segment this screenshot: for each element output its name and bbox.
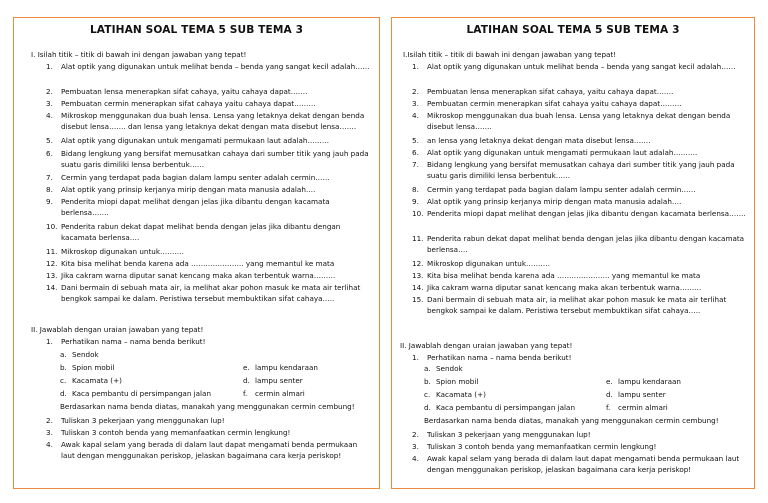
question-note: Berdasarkan nama benda diatas, manakah yang menggunakan cermin cembung!: [60, 402, 355, 411]
option-letter: d.: [243, 376, 250, 385]
item-text: an lensa yang letaknya dekat dengan mata disebut lensa…….: [427, 136, 651, 145]
item-number: 12.: [46, 259, 58, 268]
option-text: Kaca pembantu di persimpangan jalan: [72, 389, 212, 398]
item-number: 5.: [412, 136, 419, 145]
option-item: [243, 363, 318, 372]
option-text: lampu kendaraan: [255, 363, 318, 372]
option-letter: a.: [60, 350, 67, 359]
item-text: Penderita rabun dekat dapat melihat benda dengan jelas jika dibantu dengan kacamata berlensa….: [61, 222, 341, 243]
option-item: [60, 350, 99, 359]
item-number: 5.: [46, 136, 53, 145]
item-text: Alat optik yang digunakan untuk mengamati permukaan laut adalah……….: [427, 148, 698, 157]
item-number: 9.: [412, 197, 419, 206]
option-item: [424, 403, 575, 412]
item-number: 9.: [46, 197, 53, 206]
option-letter: c.: [60, 376, 67, 385]
option-letter: b.: [424, 377, 431, 386]
section-1-heading: I. Isilah titik – titik di bawah ini dengan jawaban yang tepat!: [31, 50, 247, 59]
option-letter: b.: [60, 363, 67, 372]
option-text: lampu senter: [618, 390, 666, 399]
item-number: 13.: [46, 271, 58, 280]
page-title: LATIHAN SOAL TEMA 5 SUB TEMA 3: [89, 24, 304, 36]
option-item: [424, 377, 478, 386]
option-item: [606, 403, 668, 412]
option-text: Spion mobil: [72, 363, 115, 372]
item-text: Cermin yang terdapat pada bagian dalam lampu senter adalah cermin……: [61, 173, 330, 182]
option-letter: c.: [424, 390, 431, 399]
option-text: Kacamata (+): [72, 376, 122, 385]
item-number: 8.: [412, 185, 419, 194]
option-text: cermin almari: [255, 389, 305, 398]
item-text: Penderita miopi dapat melihat dengan jelas jika dibantu dengan kacamata berlensa…….: [61, 197, 330, 218]
item-number: 15.: [412, 295, 424, 304]
item-text: Mikroskop digunakan untuk……….: [61, 247, 184, 256]
option-item: [606, 390, 666, 399]
item-text: Tuliskan 3 contoh benda yang memanfaatkan cermin lengkung!: [61, 428, 291, 437]
option-letter: d.: [606, 390, 613, 399]
item-text: Alat optik yang digunakan untuk melihat benda – benda yang sangat kecil adalah……: [61, 62, 370, 71]
option-item: [424, 390, 486, 399]
option-text: lampu senter: [255, 376, 303, 385]
worksheet-right: [391, 17, 755, 489]
item-number: 3.: [46, 428, 53, 437]
option-letter: e.: [606, 377, 613, 386]
section-2-heading: II. Jawablah dengan uraian jawaban yang tepat!: [400, 341, 573, 350]
option-text: Sendok: [436, 364, 463, 373]
item-text: Tuliskan 3 pekerjaan yang menggunakan lup!: [61, 416, 225, 425]
question-note: Berdasarkan nama benda diatas, manakah yang menggunakan cermin cembung!: [424, 416, 719, 425]
item-number: 11.: [46, 247, 58, 256]
item-number: 1.: [46, 62, 53, 71]
item-text: Alat optik yang digunakan untuk mengamati permukaan laut adalah………: [61, 136, 330, 145]
option-text: Kaca pembantu di persimpangan jalan: [436, 403, 576, 412]
item-text: Kita bisa melihat benda karena ada …………………. yang memantul ke mata: [61, 259, 335, 268]
item-number: 2.: [46, 416, 53, 425]
item-text: Dani bermain di sebuah mata air, ia melihat akar pohon masuk ke mata air terlihat bengkok sampai ke dalam. Peristiwa tersebut membuktikan sifat cahaya…..: [61, 283, 361, 304]
section-1-heading: I.Isilah titik – titik di bawah ini dengan jawaban yang tepat!: [403, 50, 617, 59]
item-number: 11.: [412, 234, 424, 243]
item-text: Tuliskan 3 pekerjaan yang menggunakan lup!: [427, 430, 591, 439]
item-text: Pembuatan cermin menerapkan sifat cahaya yaitu cahaya dapat………: [427, 99, 682, 108]
item-number: 12.: [412, 259, 424, 268]
item-number: 1.: [46, 337, 53, 346]
option-item: [606, 377, 681, 386]
item-number: 4.: [46, 111, 53, 120]
option-text: Spion mobil: [436, 377, 479, 386]
item-text: Pembuatan cermin menerapkan sifat cahaya yaitu cahaya dapat………: [61, 99, 316, 108]
item-text: Mikroskop menggunakan dua buah lensa. Lensa yang letaknya dekat dengan benda disebut lensa…….: [427, 111, 731, 132]
item-number: 1.: [412, 353, 419, 362]
option-letter: a.: [424, 364, 431, 373]
item-text: Jika cakram warna diputar sanat kencang maka akan terbentuk warna………: [61, 271, 336, 280]
item-text: Perhatikan nama – nama benda berikut!: [61, 337, 206, 346]
item-text: Alat optik yang prinsip kerjanya mirip dengan mata manusia adalah….: [61, 185, 316, 194]
item-text: Dani bermain di sebuah mata air, ia melihat akar pohon masuk ke mata air terlihat bengkok sampai ke dalam. Peristiwa tersebut membuktikan sifat cahaya…..: [427, 295, 727, 316]
page-title: LATIHAN SOAL TEMA 5 SUB TEMA 3: [466, 24, 680, 36]
item-number: 4.: [412, 454, 419, 463]
item-text: Bidang lengkung yang bersifat memusatkan cahaya dari sumber titik yang jauh pada suatu garis dimiliki lensa berbentuk……: [427, 160, 735, 181]
item-text: Alat optik yang digunakan untuk melihat benda – benda yang sangat kecil adalah……: [427, 62, 736, 71]
item-text: Penderita miopi dapat melihat dengan jelas jika dibantu dengan kacamata berlensa…….: [427, 209, 746, 218]
option-text: Sendok: [72, 350, 99, 359]
item-text: Awak kapal selam yang berada di dalam laut dapat mengamati benda permukaan laut dengan menggunakan periskop, jelaskan bagaimana cara kerja periskop!: [61, 440, 358, 461]
option-item: [243, 376, 303, 385]
item-number: 8.: [46, 185, 53, 194]
item-text: Mikroskop digunakan untuk……….: [427, 259, 550, 268]
item-text: Pembuatan lensa menerapkan sifat cahaya, yaitu cahaya dapat…….: [427, 87, 674, 96]
option-letter: e.: [243, 363, 250, 372]
item-text: Alat optik yang prinsip kerjanya mirip dengan mata manusia adalah….: [427, 197, 682, 206]
option-item: [424, 364, 463, 373]
option-letter: d.: [60, 389, 67, 398]
item-text: Awak kapal selam yang berada di dalam laut dapat mengamati benda permukaan laut dengan menggunakan periskop, jelaskan bagaimana cara kerja periskop!: [427, 454, 740, 475]
item-text: Tuliskan 3 contoh benda yang memanfaatkan cermin lengkung!: [427, 442, 657, 451]
item-number: 4.: [46, 440, 53, 449]
item-number: 4.: [412, 111, 419, 120]
option-item: [60, 376, 122, 385]
item-number: 14.: [412, 283, 424, 292]
item-number: 6.: [412, 148, 419, 157]
item-text: Perhatikan nama – nama benda berikut!: [427, 353, 572, 362]
option-text: cermin almari: [618, 403, 668, 412]
item-number: 3.: [412, 99, 419, 108]
item-number: 2.: [412, 430, 419, 439]
option-text: Kacamata (+): [436, 390, 486, 399]
item-text: Jika cakram warna diputar sanat kencang maka akan terbentuk warna………: [427, 283, 702, 292]
item-text: Mikroskop menggunakan dua buah lensa. Lensa yang letaknya dekat dengan benda disebut lensa……. dan lensa yang letaknya dekat dengan mata disebut lensa…….: [61, 111, 365, 132]
option-item: [60, 363, 114, 372]
item-number: 10.: [412, 209, 424, 218]
item-number: 14.: [46, 283, 58, 292]
item-number: 7.: [412, 160, 419, 169]
option-item: [243, 389, 305, 398]
item-number: 10.: [46, 222, 58, 231]
item-number: 3.: [412, 442, 419, 451]
item-text: Penderita rabun dekat dapat melihat benda dengan jelas jika dibantu dengan kacamata berlensa….: [427, 234, 745, 255]
item-number: 2.: [412, 87, 419, 96]
option-letter: f.: [243, 389, 248, 398]
worksheet-left: [13, 17, 380, 489]
item-text: Cermin yang terdapat pada bagian dalam lampu senter adalah cermin……: [427, 185, 696, 194]
item-text: Bidang lengkung yang bersifat memusatkan cahaya dari sumber titik yang jauh pada suatu garis dimiliki lensa berbentuk……: [61, 149, 369, 170]
item-text: Kita bisa melihat benda karena ada …………………. yang memantul ke mata: [427, 271, 701, 280]
option-item: [60, 389, 211, 398]
option-text: lampu kendaraan: [618, 377, 681, 386]
item-number: 3.: [46, 99, 53, 108]
option-letter: f.: [606, 403, 611, 412]
item-number: 6.: [46, 149, 53, 158]
option-letter: d.: [424, 403, 431, 412]
item-number: 7.: [46, 173, 53, 182]
item-number: 13.: [412, 271, 424, 280]
item-text: Pembuatan lensa menerapkan sifat cahaya, yaitu cahaya dapat…….: [61, 87, 308, 96]
item-number: 1.: [412, 62, 419, 71]
section-2-heading: II. Jawablah dengan uraian jawaban yang tepat!: [31, 325, 204, 334]
item-number: 2.: [46, 87, 53, 96]
